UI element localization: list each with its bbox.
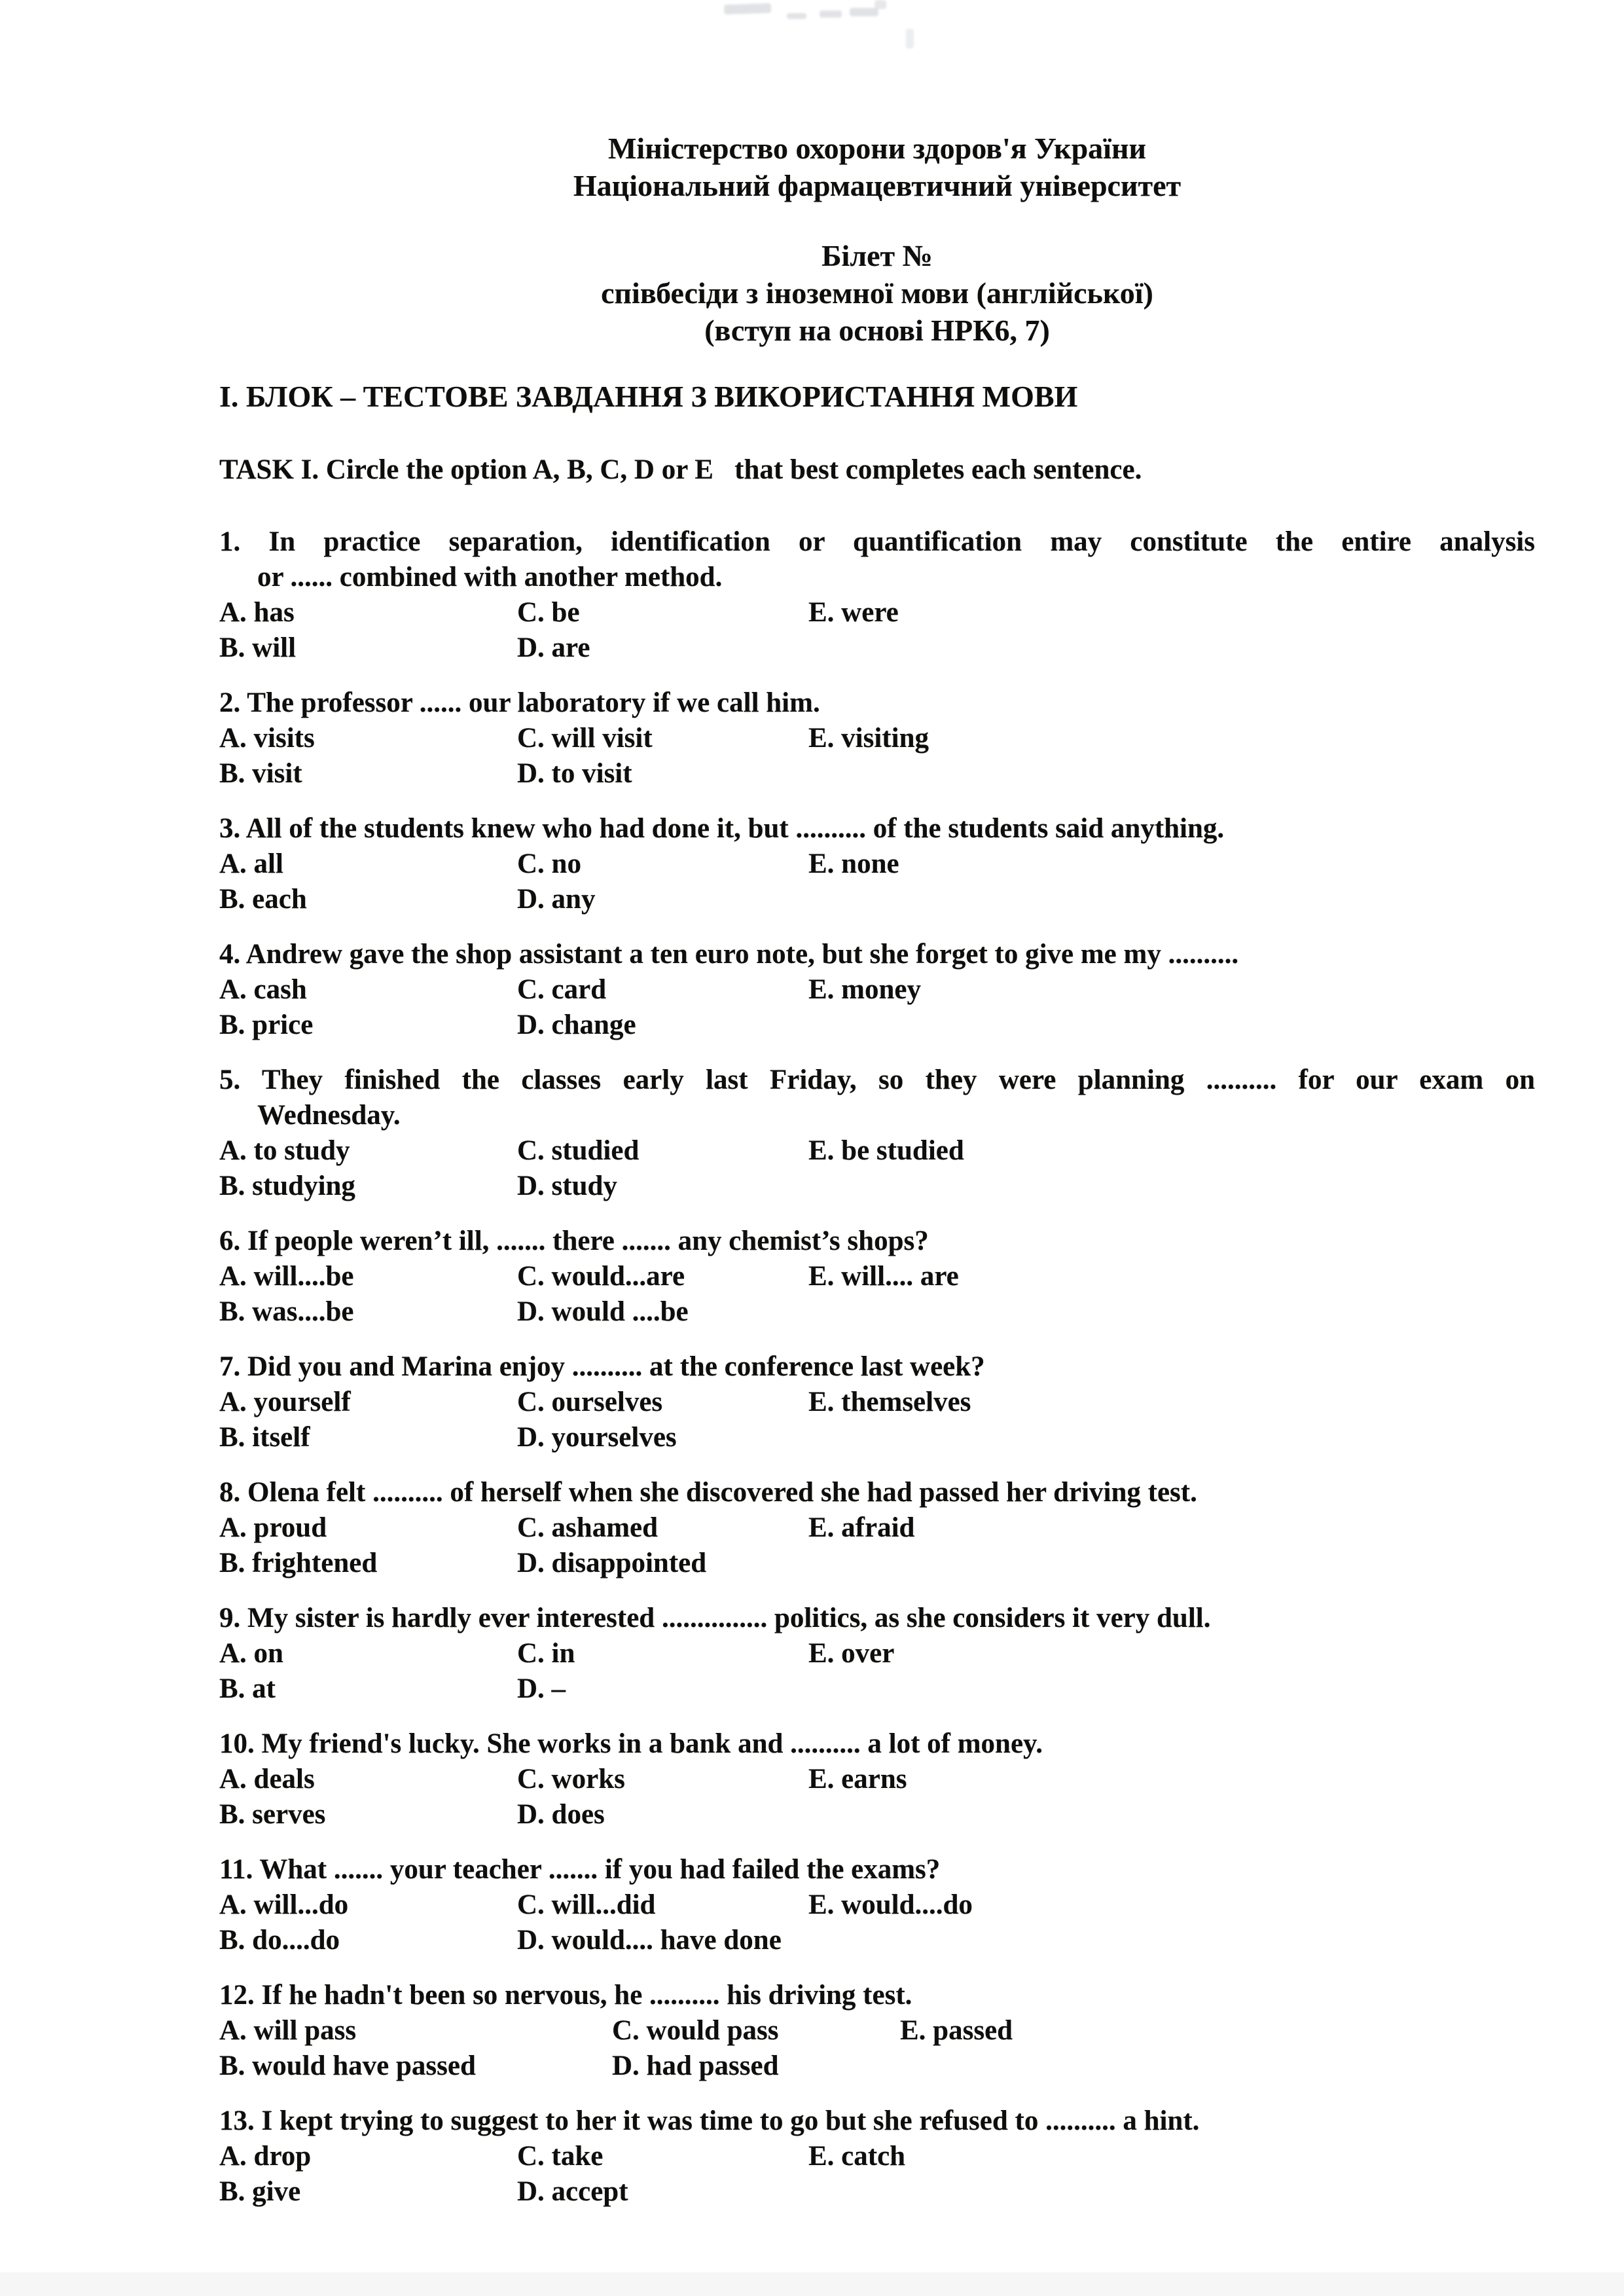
question-13-option-a: A. drop xyxy=(219,2141,312,2172)
question-6 xyxy=(219,1224,1535,1330)
question-4 xyxy=(219,937,1535,1043)
question-8-option-a: A. proud xyxy=(219,1512,327,1543)
university-line: Національний фармацевтичний університет xyxy=(573,169,1182,202)
question-6-text: 6. If people weren’t ill, ....... there ....... any chemist’s shops? xyxy=(219,1226,929,1256)
question-11-option-d: D. would.... have done xyxy=(517,1925,782,1956)
question-13-option-b: B. give xyxy=(219,2176,301,2207)
question-13-option-e: E. catch xyxy=(808,2141,906,2172)
question-7-text: 7. Did you and Marina enjoy .......... at the conference last week? xyxy=(219,1351,985,1382)
question-5-option-b: B. studying xyxy=(219,1171,355,1201)
question-3-option-b: B. each xyxy=(219,884,307,915)
question-13-options xyxy=(219,2139,1535,2210)
question-7-option-d: D. yourselves xyxy=(517,1422,677,1453)
question-7-options xyxy=(219,1385,1535,1455)
ticket-header xyxy=(219,237,1535,349)
scan-smudge xyxy=(906,29,914,48)
question-2-option-c: C. will visit xyxy=(517,723,653,754)
question-8 xyxy=(219,1475,1535,1581)
question-2-option-e: E. visiting xyxy=(808,723,929,754)
ticket-subtitle: співбесіди з іноземної мови (англійської) xyxy=(601,276,1153,310)
question-13-text: 13. I kept trying to suggest to her it was time to go but she refused to .......... a hint. xyxy=(219,2105,1200,2136)
question-8-option-c: C. ashamed xyxy=(517,1512,659,1543)
question-12-option-d: D. had passed xyxy=(612,2050,779,2081)
question-9-option-c: C. in xyxy=(517,1638,575,1669)
question-4-text: 4. Andrew gave the shop assistant a ten euro note, but she forget to give me my .......... xyxy=(219,939,1239,970)
question-1-option-b: B. will xyxy=(219,632,297,663)
question-1-text: or ...... combined with another method. xyxy=(257,562,723,592)
question-5-option-e: E. be studied xyxy=(808,1135,964,1166)
question-2-text: 2. The professor ...... our laboratory if we call him. xyxy=(219,687,820,718)
document-header xyxy=(219,130,1535,204)
question-5-text: 5. They finished the classes early last Friday, so they were planning .......... for our exam on xyxy=(219,1065,1535,1095)
question-1-options xyxy=(219,595,1535,666)
question-11-option-b: B. do....do xyxy=(219,1925,340,1956)
question-2-options xyxy=(219,721,1535,792)
question-8-options xyxy=(219,1510,1535,1581)
question-4-option-d: D. change xyxy=(517,1010,636,1040)
question-3-option-e: E. none xyxy=(808,848,899,879)
question-9-option-d: D. – xyxy=(517,1673,566,1704)
question-4-option-e: E. money xyxy=(808,974,921,1005)
question-6-option-e: E. will.... are xyxy=(808,1261,959,1292)
question-5 xyxy=(219,1063,1535,1204)
question-7-option-b: B. itself xyxy=(219,1422,310,1453)
scan-smudge xyxy=(820,10,842,18)
question-8-option-b: B. frightened xyxy=(219,1548,378,1578)
question-13 xyxy=(219,2104,1535,2210)
question-5-text: Wednesday. xyxy=(257,1100,401,1131)
question-7 xyxy=(219,1349,1535,1455)
question-7-option-a: A. yourself xyxy=(219,1387,351,1417)
question-10-options xyxy=(219,1762,1535,1832)
question-13-option-c: C. take xyxy=(517,2141,604,2172)
question-10-option-c: C. works xyxy=(517,1764,625,1795)
question-9-option-e: E. over xyxy=(808,1638,895,1669)
question-12 xyxy=(219,1978,1535,2084)
question-12-options xyxy=(219,2013,1535,2084)
question-9-option-a: A. on xyxy=(219,1638,283,1669)
section-heading: І. БЛОК – ТЕСТОВЕ ЗАВДАННЯ З ВИКОРИСТАННЯ МОВИ xyxy=(219,380,1078,413)
question-11-option-c: C. will...did xyxy=(517,1889,656,1920)
question-9-option-b: B. at xyxy=(219,1673,276,1704)
question-3-option-c: C. no xyxy=(517,848,581,879)
scan-smudge xyxy=(875,0,886,9)
question-1-option-a: A. has xyxy=(219,597,295,628)
question-list xyxy=(219,524,1535,2210)
question-2 xyxy=(219,685,1535,792)
question-3-option-a: A. all xyxy=(219,848,283,879)
ticket-title: Білет № xyxy=(821,239,933,272)
question-6-option-b: B. was....be xyxy=(219,1296,354,1327)
question-2-option-a: A. visits xyxy=(219,723,315,754)
question-3 xyxy=(219,811,1535,917)
question-6-option-c: C. would...are xyxy=(517,1261,685,1292)
question-5-options xyxy=(219,1133,1535,1204)
question-6-option-a: A. will....be xyxy=(219,1261,354,1292)
question-13-option-d: D. accept xyxy=(517,2176,628,2207)
question-10-option-d: D. does xyxy=(517,1799,605,1830)
question-7-option-c: C. ourselves xyxy=(517,1387,663,1417)
question-10-option-b: B. serves xyxy=(219,1799,326,1830)
question-11-option-e: E. would....do xyxy=(808,1889,973,1920)
question-6-options xyxy=(219,1259,1535,1330)
task-instruction: TASK I. Circle the option A, B, C, D or E that best completes each sentence. xyxy=(219,454,1142,485)
scan-smudge xyxy=(787,13,806,19)
question-1-text: 1. In practice separation, identification or quantification may constitute the entire analysis xyxy=(219,526,1535,557)
question-11-text: 11. What ....... your teacher ....... if you had failed the exams? xyxy=(219,1854,941,1885)
question-5-option-a: A. to study xyxy=(219,1135,350,1166)
ticket-note: (вступ на основі НРК6, 7) xyxy=(704,314,1050,347)
question-8-option-e: E. afraid xyxy=(808,1512,915,1543)
question-10-option-e: E. earns xyxy=(808,1764,907,1795)
scan-smudge xyxy=(724,3,771,15)
question-9-text: 9. My sister is hardly ever interested ............... politics, as she considers it very dull. xyxy=(219,1603,1211,1633)
question-12-option-a: A. will pass xyxy=(219,2015,357,2046)
question-10 xyxy=(219,1726,1535,1832)
question-5-option-c: C. studied xyxy=(517,1135,640,1166)
question-12-text: 12. If he hadn't been so nervous, he .......... his driving test. xyxy=(219,1980,912,2011)
scan-smudge xyxy=(850,8,878,16)
question-2-option-d: D. to visit xyxy=(517,758,632,789)
document-content xyxy=(219,130,1535,2210)
question-7-option-e: E. themselves xyxy=(808,1387,971,1417)
question-3-option-d: D. any xyxy=(517,884,596,915)
ministry-line: Міністерство охорони здоров'я України xyxy=(608,132,1146,165)
question-3-options xyxy=(219,847,1535,917)
question-4-option-b: B. price xyxy=(219,1010,314,1040)
question-10-text: 10. My friend's lucky. She works in a bank and .......... a lot of money. xyxy=(219,1728,1043,1759)
question-8-text: 8. Olena felt .......... of herself when she discovered she had passed her driving test. xyxy=(219,1477,1197,1508)
question-1 xyxy=(219,524,1535,666)
question-11 xyxy=(219,1852,1535,1958)
question-10-option-a: A. deals xyxy=(219,1764,315,1795)
question-9 xyxy=(219,1601,1535,1707)
scan-edge-band xyxy=(0,2272,1624,2296)
question-1-option-e: E. were xyxy=(808,597,899,628)
question-4-options xyxy=(219,972,1535,1043)
question-11-options xyxy=(219,1887,1535,1958)
question-12-option-b: B. would have passed xyxy=(219,2050,476,2081)
question-12-option-e: E. passed xyxy=(900,2015,1013,2046)
question-12-option-c: C. would pass xyxy=(612,2015,779,2046)
question-11-option-a: A. will...do xyxy=(219,1889,349,1920)
question-9-options xyxy=(219,1636,1535,1707)
question-1-option-d: D. are xyxy=(517,632,590,663)
question-8-option-d: D. disappointed xyxy=(517,1548,707,1578)
question-3-text: 3. All of the students knew who had done it, but .......... of the students said anything. xyxy=(219,813,1225,844)
question-1-option-c: C. be xyxy=(517,597,580,628)
question-4-option-c: C. card xyxy=(517,974,607,1005)
question-4-option-a: A. cash xyxy=(219,974,307,1005)
question-6-option-d: D. would ....be xyxy=(517,1296,689,1327)
question-2-option-b: B. visit xyxy=(219,758,302,789)
question-5-option-d: D. study xyxy=(517,1171,617,1201)
